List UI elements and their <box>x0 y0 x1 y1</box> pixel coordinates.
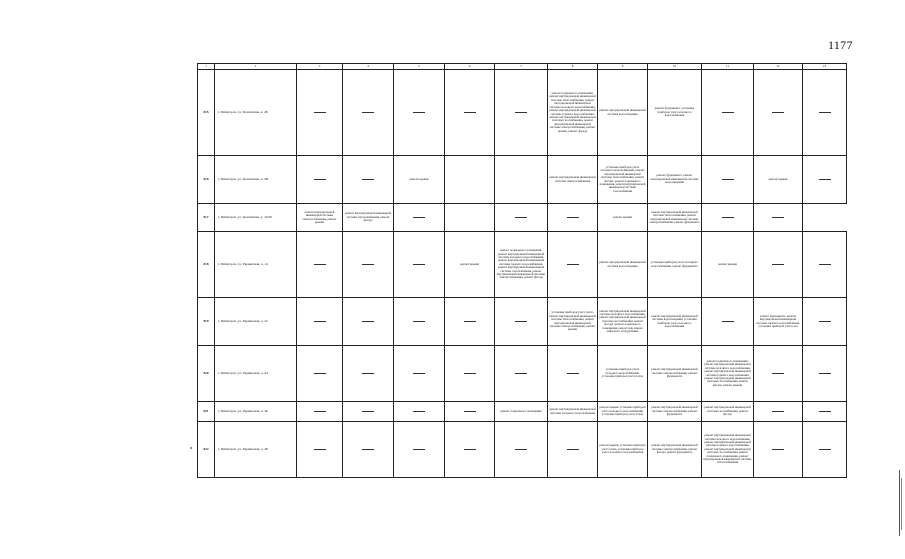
empty-dash-cell <box>297 298 343 346</box>
empty-dash-cell <box>343 422 394 478</box>
dash-mark <box>567 264 579 265</box>
address-cell: г. Пятигорск, ул. Украинская, д. 14 <box>215 232 297 298</box>
work-cell <box>495 156 548 204</box>
dash-mark <box>362 112 374 113</box>
empty-dash-cell <box>445 70 495 156</box>
dash-mark <box>464 449 476 450</box>
empty-dash-cell <box>445 346 495 402</box>
scan-edge-line <box>899 470 900 536</box>
dash-mark <box>722 179 734 180</box>
empty-dash-cell <box>495 298 548 346</box>
dash-mark <box>819 112 831 113</box>
dash-mark <box>772 264 784 265</box>
address-cell: г. Пятигорск, ул. Украинская, д. 46 <box>215 402 297 422</box>
work-cell <box>445 156 495 204</box>
empty-dash-cell <box>548 422 598 478</box>
scan-dot <box>190 447 192 449</box>
dash-mark <box>772 112 784 113</box>
work-cell: установка приборов учета холодного водоснабжения, ремонт фундамента <box>648 232 702 298</box>
header-cell: 11 <box>702 64 754 70</box>
empty-dash-cell <box>548 204 598 232</box>
dash-mark <box>819 321 831 322</box>
row-number: 817 <box>198 204 215 232</box>
table-row <box>198 232 847 298</box>
repair-schedule-table <box>197 63 846 477</box>
dash-mark <box>819 449 831 450</box>
empty-dash-cell <box>394 232 445 298</box>
dash-mark <box>362 373 374 374</box>
address-cell: г. Пятигорск, ул. Транзитная, д. 2В <box>215 156 297 204</box>
empty-dash-cell <box>803 70 847 156</box>
table-row <box>198 70 847 156</box>
empty-dash-cell <box>754 346 803 402</box>
empty-dash-cell <box>702 298 754 346</box>
empty-dash-cell <box>754 402 803 422</box>
dash-mark <box>413 217 425 218</box>
header-cell: 3 <box>297 64 343 70</box>
work-cell: ремонт крыши, установка приборов учета тепла, установка приборов учета холодного водоснабжения <box>598 422 648 478</box>
empty-dash-cell <box>754 204 803 232</box>
work-cell: ремонт внутридомовой инженерной системы теплоснабжения, ремонт внутридомовой инженерной системы электроснабжения, ремонт фундамента <box>648 204 702 232</box>
dash-mark <box>362 179 374 180</box>
row-number: 820 <box>198 346 215 402</box>
dash-mark <box>515 217 527 218</box>
work-cell: ремонт крыши, установка приборов учета холодного водоснабжения, установка приборов учета тепла <box>598 402 648 422</box>
dash-mark <box>464 411 476 412</box>
dash-mark <box>772 217 784 218</box>
dash-mark <box>362 449 374 450</box>
dash-mark <box>362 321 374 322</box>
dash-mark <box>722 321 734 322</box>
empty-dash-cell <box>394 204 445 232</box>
dash-mark <box>413 449 425 450</box>
scan-edge-line <box>901 478 902 530</box>
empty-dash-cell <box>297 402 343 422</box>
dash-mark <box>515 112 527 113</box>
work-cell: ремонт внутридомовой инженерной системы электроснабжения, ремонт фасада, ремонт фундамента <box>648 422 702 478</box>
header-cell: 4 <box>343 64 394 70</box>
dash-mark <box>314 321 326 322</box>
work-cell: установка приборов учета холодного водоснабжения, ремонт внутридомовой инженерной системы теплоснабжения, ремонт фасада, ремонт подвального помещения, ремонт внутридомовой инженерной системы газоснабжения <box>598 156 648 204</box>
empty-dash-cell <box>495 346 548 402</box>
page-number: 1177 <box>828 38 853 52</box>
header-cell: 10 <box>648 64 702 70</box>
dash-mark <box>464 373 476 374</box>
empty-dash-cell <box>803 232 847 298</box>
empty-dash-cell <box>394 402 445 422</box>
dash-mark <box>772 411 784 412</box>
empty-dash-cell <box>343 70 394 156</box>
work-cell: ремонт внутридомовой инженерной системы электроснабжения, ремонт крыши <box>297 204 343 232</box>
dash-mark <box>314 112 326 113</box>
table-row <box>198 402 847 422</box>
work-cell: ремонт подвального помещения, ремонт внутридомовой инженерной системы холодного водоснабжения, ремонт внутридомовой инженерной системы горячего водоснабжения, ремонт внутридомовой инженерной системы газоснабжения, ремонт внутридомовой инженерной системы электроснабжения, ремонт фасада <box>495 232 548 298</box>
dash-mark <box>722 217 734 218</box>
dash-mark <box>819 264 831 265</box>
dash-mark <box>464 112 476 113</box>
dash-mark <box>819 179 831 180</box>
address-cell: г. Пятигорск, ул. Украинская, д. 22 <box>215 298 297 346</box>
row-number: 816 <box>198 156 215 204</box>
work-cell: ремонт внутридомовой инженерной системы газоснабжения, ремонт фасада <box>702 402 754 422</box>
header-cell: 6 <box>445 64 495 70</box>
empty-dash-cell <box>495 422 548 478</box>
empty-dash-cell <box>343 156 394 204</box>
empty-dash-cell <box>297 232 343 298</box>
row-number: 819 <box>198 298 215 346</box>
empty-dash-cell <box>803 402 847 422</box>
dash-mark <box>362 411 374 412</box>
dash-mark <box>314 373 326 374</box>
address-cell: г. Пятигорск, ул. Транзитная, д. 2Б <box>215 70 297 156</box>
work-cell: ремонт фундамента, ремонт внутридомовой инженерной системы горячего водоснабжения, установка приборов учета газа <box>754 298 803 346</box>
work-cell: ремонт внутридомовой инженерной системы водоотведения <box>598 232 648 298</box>
empty-dash-cell <box>803 346 847 402</box>
empty-dash-cell <box>495 70 548 156</box>
work-cell: ремонт крыши <box>394 156 445 204</box>
dash-mark <box>819 373 831 374</box>
empty-dash-cell <box>297 346 343 402</box>
empty-dash-cell <box>548 346 598 402</box>
table-row <box>198 346 847 402</box>
empty-dash-cell <box>495 204 548 232</box>
address-cell: г. Пятигорск, ул. Украинская, д. 44 <box>215 346 297 402</box>
work-cell: ремонт внутридомовой инженерной системы холодного водоснабжения <box>548 402 598 422</box>
work-cell: ремонт внутридомовой инженерной системы холодного водоснабжения, ремонт внутридомовой инженерной системы газоснабжения, ремонт фасада, ремонт подвального помещения, ремонт или замена лифтового оборудования <box>598 298 648 346</box>
header-cell: 12 <box>754 64 803 70</box>
empty-dash-cell <box>343 298 394 346</box>
dash-mark <box>567 373 579 374</box>
table-row <box>198 298 847 346</box>
empty-dash-cell <box>702 156 754 204</box>
dash-mark <box>722 112 734 113</box>
work-cell: ремонт подвального помещения, ремонт внутридомовой инженерной системы холодного водоснабжения, ремонт внутридомовой инженерной системы горячего водоснабжения, ремонт внутридомовой инженерной системы газоснабжения, ремонт фасада, ремонт крыши <box>702 346 754 402</box>
dash-mark <box>314 264 326 265</box>
empty-dash-cell <box>803 298 847 346</box>
work-cell: установка приборов учета холодного водоснабжения, установка приборов учета тепла <box>598 346 648 402</box>
empty-dash-cell <box>445 422 495 478</box>
empty-dash-cell <box>754 422 803 478</box>
empty-dash-cell <box>343 402 394 422</box>
work-cell: ремонт внутридомовой инженерной системы водоотведения <box>598 70 648 156</box>
work-cell: ремонт фундамента, ремонт внутридомовой инженерной системы водоотведения <box>648 156 702 204</box>
dash-mark <box>314 179 326 180</box>
row-number: 818 <box>198 232 215 298</box>
header-cell: 13 <box>803 64 847 70</box>
empty-dash-cell <box>297 156 343 204</box>
header-cell: 1 <box>198 64 215 70</box>
empty-dash-cell <box>445 298 495 346</box>
empty-dash-cell <box>702 204 754 232</box>
work-cell <box>445 204 495 232</box>
empty-dash-cell <box>343 232 394 298</box>
empty-dash-cell <box>702 70 754 156</box>
table-row <box>198 204 847 232</box>
empty-dash-cell <box>803 156 847 204</box>
work-cell: ремонт внутридомовой инженерной системы электроснабжения, ремонт фундамента <box>648 346 702 402</box>
empty-dash-cell <box>445 402 495 422</box>
work-cell: ремонт внутридомовой инженерной системы электроснабжения, ремонт фундамента <box>648 402 702 422</box>
dash-mark <box>413 112 425 113</box>
header-cell: 2 <box>215 64 297 70</box>
empty-dash-cell <box>297 70 343 156</box>
dash-mark <box>515 373 527 374</box>
address-cell: г. Пятигорск, ул. Украинская, д. 48 <box>215 422 297 478</box>
work-cell: ремонт внутридомовой инженерной системы электроснабжения <box>548 156 598 204</box>
dash-mark <box>567 449 579 450</box>
row-number: 822 <box>198 422 215 478</box>
header-cell: 7 <box>495 64 548 70</box>
work-cell: ремонт внутридомовой инженерной системы водоотведения, установка приборов учета холодного водоснабжения <box>648 298 702 346</box>
empty-dash-cell <box>754 232 803 298</box>
dash-mark <box>819 411 831 412</box>
dash-mark <box>515 321 527 322</box>
work-cell: установка приборов учета тепла, ремонт внутридомовой инженерной системы теплоснабжения, ремонт внутридомовой инженерной системы электроснабжения, ремонт крыши <box>548 298 598 346</box>
dash-mark <box>413 411 425 412</box>
empty-dash-cell <box>297 422 343 478</box>
work-cell: ремонт крыши <box>445 232 495 298</box>
empty-dash-cell <box>754 70 803 156</box>
empty-dash-cell <box>343 346 394 402</box>
row-number: 815 <box>198 70 215 156</box>
dash-mark <box>772 373 784 374</box>
dash-mark <box>464 321 476 322</box>
dash-mark <box>772 449 784 450</box>
header-cell: 8 <box>548 64 598 70</box>
row-number: 821 <box>198 402 215 422</box>
dash-mark <box>413 264 425 265</box>
empty-dash-cell <box>394 346 445 402</box>
address-cell: г. Пятигорск, ул. Транзитная, д. 10/26 <box>215 204 297 232</box>
table-row <box>198 156 847 204</box>
empty-dash-cell <box>394 422 445 478</box>
dash-mark <box>362 264 374 265</box>
empty-dash-cell <box>394 70 445 156</box>
work-cell: ремонт подвального помещения <box>495 402 548 422</box>
dash-mark <box>567 217 579 218</box>
empty-dash-cell <box>548 232 598 298</box>
dash-mark <box>314 449 326 450</box>
work-cell: ремонт внутридомовой инженерной системы холодного водоснабжения, ремонт внутридомовой инженерной системы горячего водоснабжения, ремонт внутридомовой инженерной системы газоснабжения, ремонт подвального помещения, ремонт внутридомовой инженерной системы теплоснабжения <box>702 422 754 478</box>
dash-mark <box>413 373 425 374</box>
work-cell: ремонт крыши <box>754 156 803 204</box>
table-row <box>198 422 847 478</box>
dash-mark <box>413 321 425 322</box>
work-cell: ремонт крыши <box>702 232 754 298</box>
work-cell: ремонт подвального помещения, ремонт внутридомовой инженерной системы теплоснабжения, ремонт внутридомовой инженерной системы холодного водоснабжения, ремонт внутридомовой инженерной системы горячего водоснабжения, ремонт внутридомовой инженерной системы газоснабжения, ремонт внутридомовой инженерной системы электроснабжения, ремонт крыши, ремонт фасада <box>548 70 598 156</box>
work-cell: ремонт фундамента, установка приборов учета холодного водоснабжения <box>648 70 702 156</box>
empty-dash-cell <box>394 298 445 346</box>
work-cell: ремонт внутридомовой инженерной системы теплоснабжения, ремонт фасада <box>343 204 394 232</box>
dash-mark <box>515 449 527 450</box>
work-cell: ремонт крыши <box>598 204 648 232</box>
header-cell: 9 <box>598 64 648 70</box>
dash-mark <box>314 411 326 412</box>
empty-dash-cell <box>803 422 847 478</box>
header-cell: 5 <box>394 64 445 70</box>
